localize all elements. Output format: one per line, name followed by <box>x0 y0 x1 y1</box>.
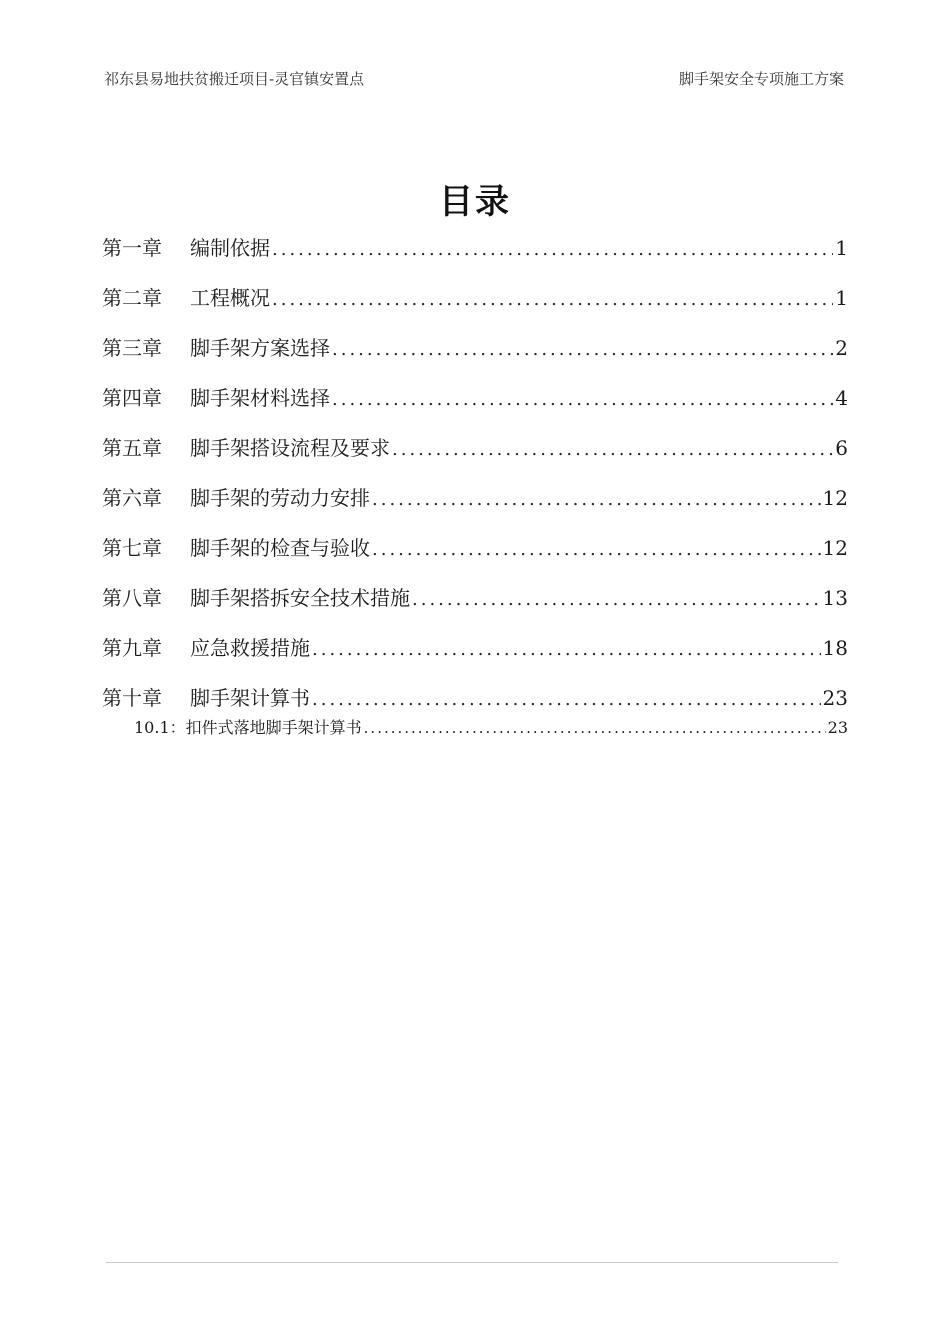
toc-entry[interactable] <box>102 278 848 328</box>
toc-chapter-number: 第六章 <box>102 486 162 510</box>
toc-dot-leader <box>412 580 821 620</box>
toc-chapter-number: 第七章 <box>102 536 162 560</box>
toc-chapter-title: 脚手架材料选择 <box>190 386 330 410</box>
footer-divider <box>106 1262 838 1263</box>
toc-chapter-title: 脚手架的劳动力安排 <box>190 486 370 510</box>
toc-entry[interactable] <box>102 328 848 378</box>
toc-entry[interactable] <box>102 428 848 478</box>
table-of-contents <box>102 228 848 744</box>
toc-chapter-title: 脚手架方案选择 <box>190 336 330 360</box>
toc-page-number: 1 <box>835 236 848 260</box>
toc-dot-leader <box>272 280 833 320</box>
toc-entry[interactable] <box>102 528 848 578</box>
toc-chapter-number: 第三章 <box>102 336 162 360</box>
toc-page-number: 2 <box>835 336 848 360</box>
toc-chapter-number: 第四章 <box>102 386 162 410</box>
toc-dot-leader <box>364 716 826 740</box>
toc-chapter-title: 脚手架的检查与验收 <box>190 536 370 560</box>
toc-page-number: 23 <box>827 718 848 737</box>
toc-chapter-number: 第十章 <box>102 686 162 710</box>
toc-dot-leader <box>372 480 821 520</box>
toc-dot-leader <box>392 430 833 470</box>
toc-chapter-title: 应急救援措施 <box>190 636 310 660</box>
toc-entry[interactable] <box>102 378 848 428</box>
toc-chapter-title: 脚手架搭设流程及要求 <box>190 436 390 460</box>
toc-page-number: 6 <box>835 436 848 460</box>
toc-entry[interactable] <box>102 478 848 528</box>
header-document-name: 脚手架安全专项施工方案 <box>678 70 844 88</box>
toc-page-number: 12 <box>822 486 848 510</box>
toc-section-number: 10.1： <box>134 718 186 737</box>
toc-entry[interactable] <box>102 628 848 678</box>
toc-chapter-title: 编制依据 <box>190 236 270 260</box>
toc-chapter-number: 第二章 <box>102 286 162 310</box>
toc-dot-leader <box>312 680 821 720</box>
toc-page-number: 1 <box>835 286 848 310</box>
toc-page-number: 23 <box>822 686 848 710</box>
toc-chapter-title: 工程概况 <box>190 286 270 310</box>
toc-chapter-number: 第八章 <box>102 586 162 610</box>
toc-page-number: 18 <box>822 636 848 660</box>
toc-page-number: 12 <box>822 536 848 560</box>
toc-page-number: 4 <box>835 386 848 410</box>
toc-chapter-title: 脚手架计算书 <box>190 686 310 710</box>
toc-chapter-number: 第九章 <box>102 636 162 660</box>
toc-page-number: 13 <box>822 586 848 610</box>
toc-dot-leader <box>372 530 821 570</box>
toc-chapter-number: 第一章 <box>102 236 162 260</box>
header-project-name: 祁东县易地扶贫搬迁项目-灵官镇安置点 <box>104 70 365 88</box>
toc-title: 目录 <box>439 182 511 222</box>
toc-entry[interactable] <box>102 578 848 628</box>
toc-dot-leader <box>332 330 833 370</box>
page-header <box>104 68 844 90</box>
toc-subentry[interactable] <box>102 716 848 744</box>
toc-section-title: 扣件式落地脚手架计算书 <box>185 718 362 737</box>
toc-dot-leader <box>272 230 833 270</box>
toc-entry[interactable] <box>102 228 848 278</box>
toc-chapter-title: 脚手架搭拆安全技术措施 <box>190 586 410 610</box>
toc-chapter-number: 第五章 <box>102 436 162 460</box>
toc-dot-leader <box>312 630 821 670</box>
toc-dot-leader <box>332 380 833 420</box>
